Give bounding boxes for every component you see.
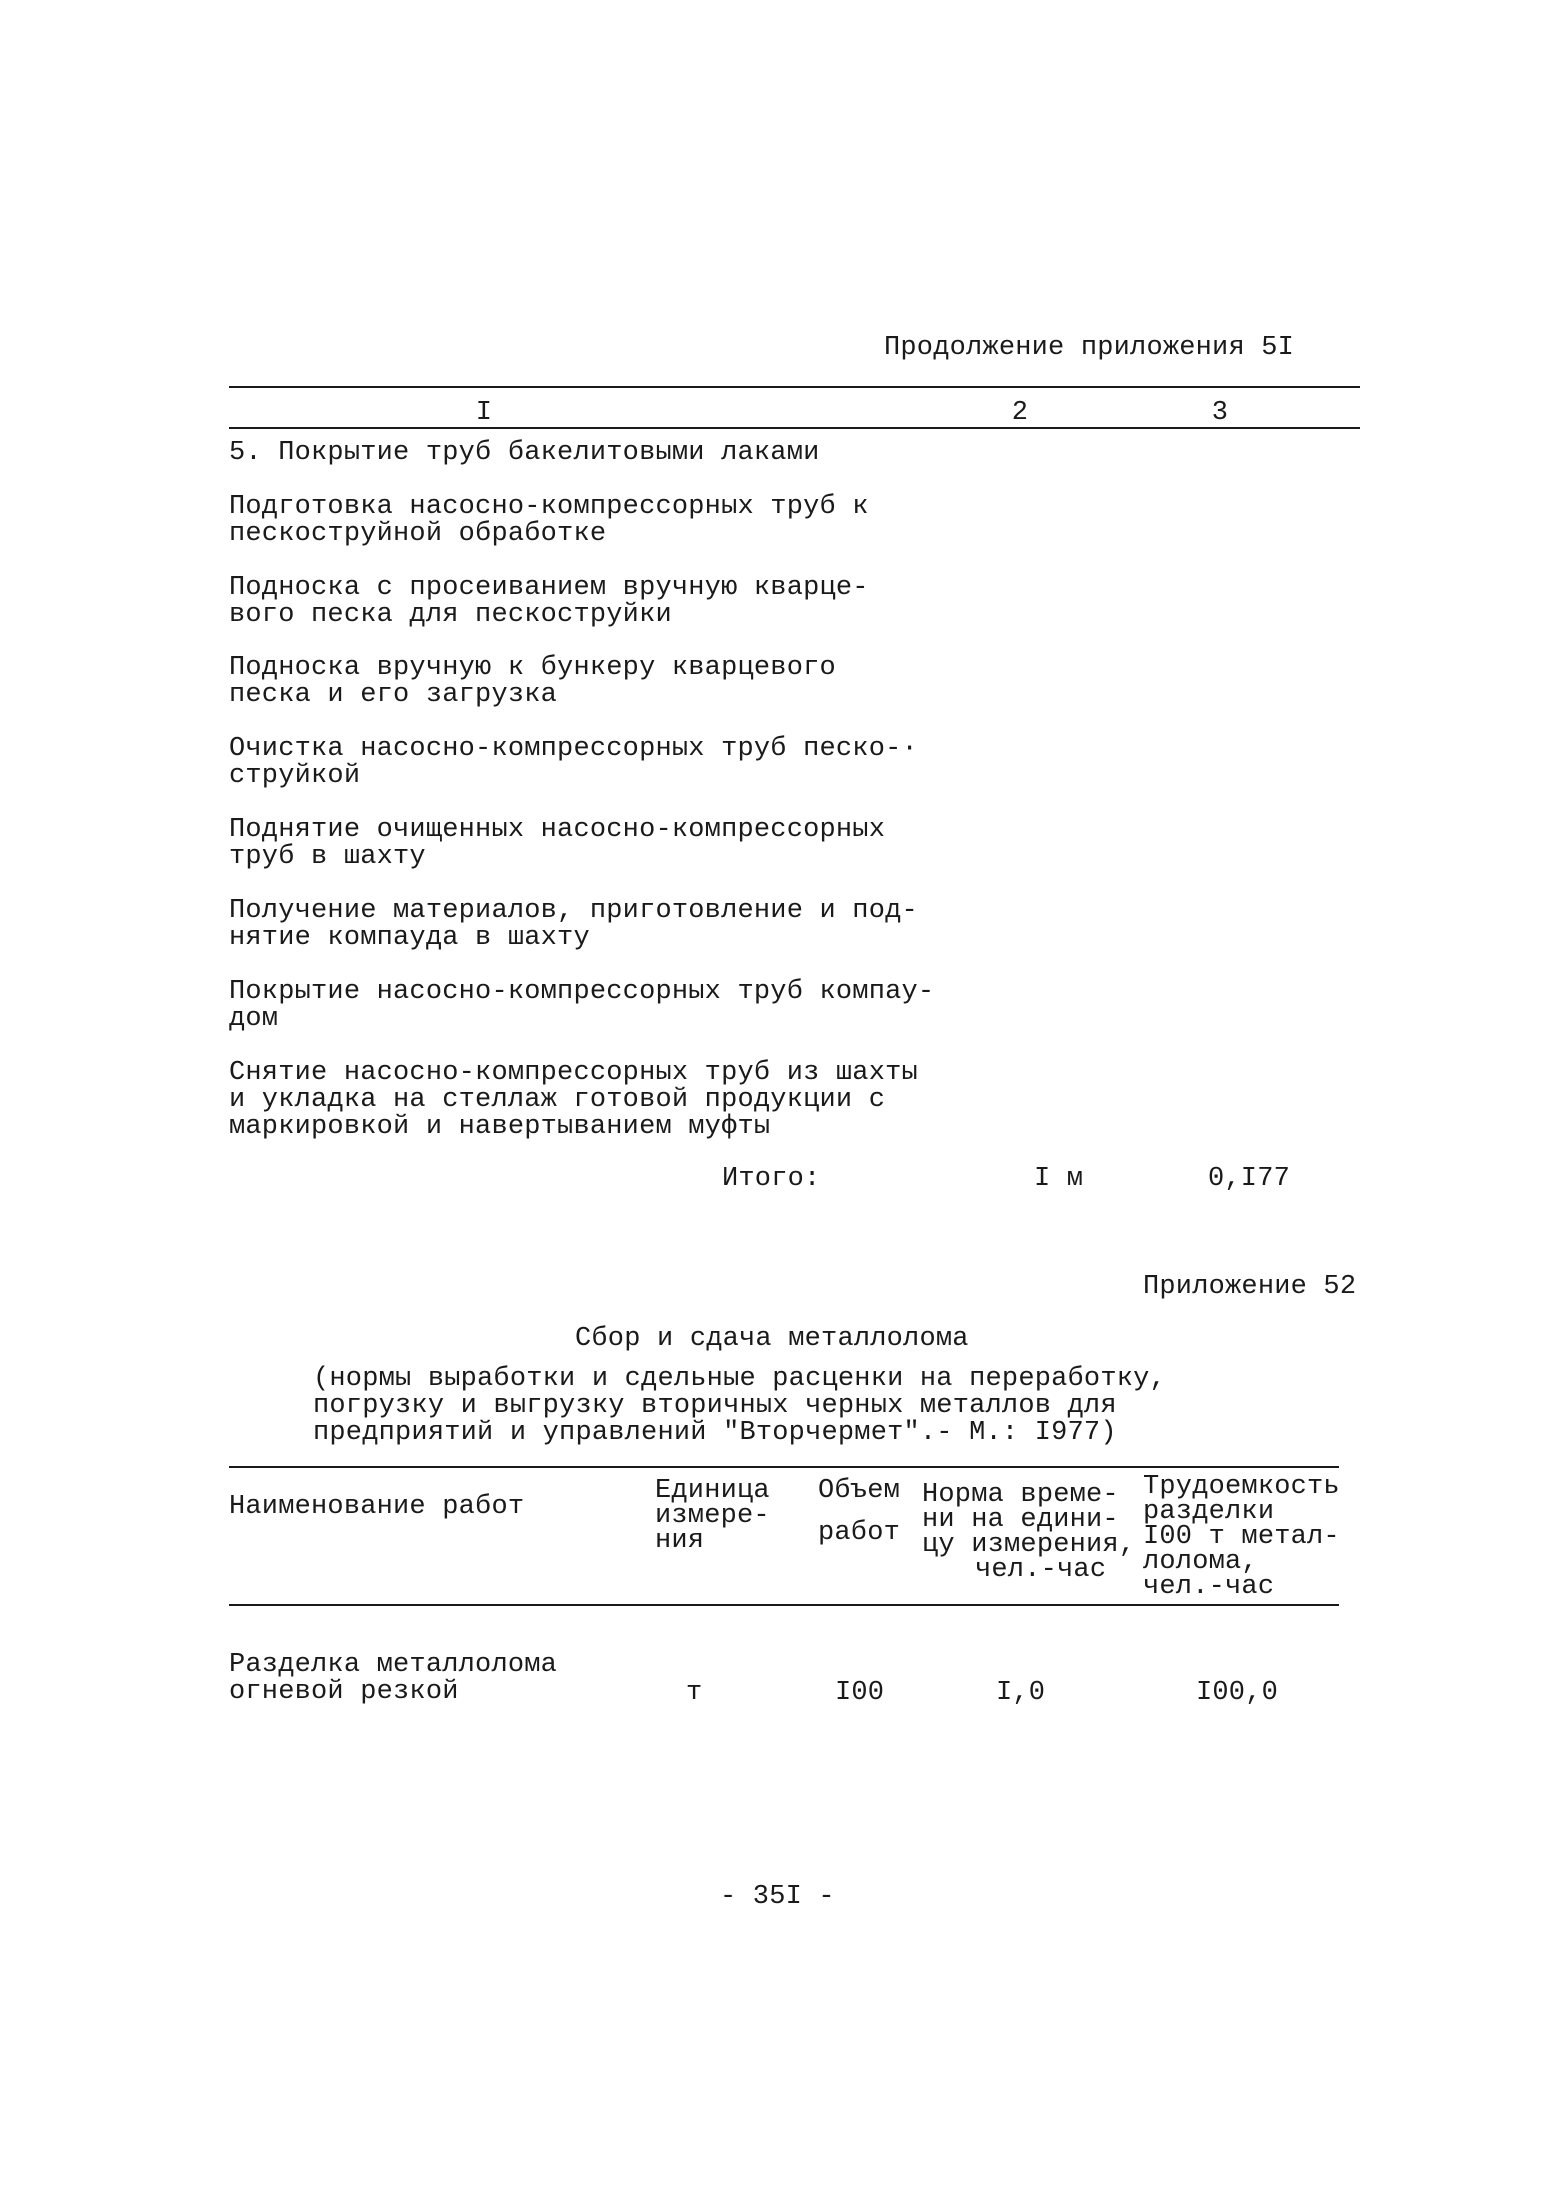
appendix-source-line-2: погрузку и выгрузку вторичных черных металлов для: [313, 1391, 1117, 1421]
table1-row-3-line-1: Подноска вручную к бункеру кварцевого: [229, 653, 836, 683]
table2-header-norm-1: Норма време-: [922, 1480, 1119, 1510]
appendix-title: Сбор и сдача металлолома: [575, 1324, 969, 1354]
table2-header-labor-2: разделки: [1143, 1497, 1275, 1527]
table2-header-unit-2: измере-: [655, 1501, 770, 1531]
table1-row-5-line-2: труб в шахту: [229, 842, 426, 872]
table1-row-6-line-1: Получение материалов, приготовление и под-: [229, 896, 918, 926]
table2-top-rule: [229, 1466, 1339, 1468]
page-number: - 35I -: [720, 1882, 835, 1912]
table1-row-4-line-1: Очистка насосно-компрессорных труб песко-·: [229, 734, 918, 764]
continuation-header: Продолжение приложения 5I: [884, 333, 1295, 363]
table1-row-1-line-2: пескоструйной обработке: [229, 519, 607, 549]
table2-header-labor-3: I00 т метал-: [1143, 1522, 1340, 1552]
table1-row-5-line-1: Поднятие очищенных насосно-компрессорных: [229, 815, 886, 845]
table1-col-header-1: I: [475, 398, 493, 428]
table2-row-norm: I,0: [996, 1678, 1046, 1708]
appendix-source-line-3: предприятий и управлений "Вторчермет".- М.: I977): [313, 1418, 1117, 1448]
table1-total-value: 0,I77: [1208, 1164, 1291, 1194]
table2-header-volume-1: Объем: [818, 1476, 901, 1506]
table1-row-7-line-1: Покрытие насосно-компрессорных труб компау-: [229, 977, 935, 1007]
table1-row-2-line-1: Подноска с просеиванием вручную кварце-: [229, 573, 869, 603]
table1-row-3-line-2: песка и его загрузка: [229, 680, 558, 710]
table2-row-volume: I00: [835, 1678, 885, 1708]
table2-header-norm-3: цу измерения,: [922, 1530, 1136, 1560]
table2-row-labor: I00,0: [1196, 1678, 1279, 1708]
table1-row-2-line-2: вого песка для пескоструйки: [229, 600, 672, 630]
table2-header-labor-5: чел.-час: [1143, 1572, 1275, 1602]
table1-top-rule: [229, 386, 1360, 388]
table2-header-unit-1: Единица: [655, 1476, 770, 1506]
table1-row-7-line-2: дом: [229, 1004, 279, 1034]
table1-row-8-line-1: Снятие насосно-компрессорных труб из шахты: [229, 1058, 918, 1088]
appendix-label: Приложение 52: [1143, 1272, 1357, 1302]
table2-row-name-line-2: огневой резкой: [229, 1677, 459, 1707]
table2-header-unit-3: ния: [655, 1526, 705, 1556]
table2-header-labor-1: Трудоемкость: [1143, 1472, 1340, 1502]
table2-header-norm-2: ни на едини-: [922, 1505, 1119, 1535]
table1-row-1-line-1: Подготовка насосно-компрессорных труб к: [229, 492, 869, 522]
table2-header-volume-2: работ: [818, 1518, 901, 1548]
table1-col-header-3: 3: [1211, 398, 1229, 428]
table1-row-4-line-2: струйкой: [229, 761, 361, 791]
table2-header-labor-4: лолома,: [1143, 1547, 1258, 1577]
table2-header-rule: [229, 1604, 1339, 1606]
table1-section-title: 5. Покрытие труб бакелитовыми лаками: [229, 438, 820, 468]
table1-total-unit: I м: [1034, 1164, 1084, 1194]
table1-col-header-2: 2: [1011, 398, 1029, 428]
table1-row-8-line-3: маркировкой и навертыванием муфты: [229, 1112, 771, 1142]
table2-row-unit: т: [686, 1678, 703, 1708]
table2-row-name-line-1: Разделка металлолома: [229, 1650, 558, 1680]
table2-header-norm-4: чел.-час: [975, 1555, 1107, 1585]
table1-header-rule: [229, 427, 1360, 429]
appendix-source-line-1: (нормы выработки и сдельные расценки на переработку,: [313, 1364, 1166, 1394]
table1-total-label: Итого:: [722, 1164, 821, 1194]
table1-row-8-line-2: и укладка на стеллаж готовой продукции с: [229, 1085, 886, 1115]
table2-header-name: Наименование работ: [229, 1492, 525, 1522]
table1-row-6-line-2: нятие компауда в шахту: [229, 923, 590, 953]
